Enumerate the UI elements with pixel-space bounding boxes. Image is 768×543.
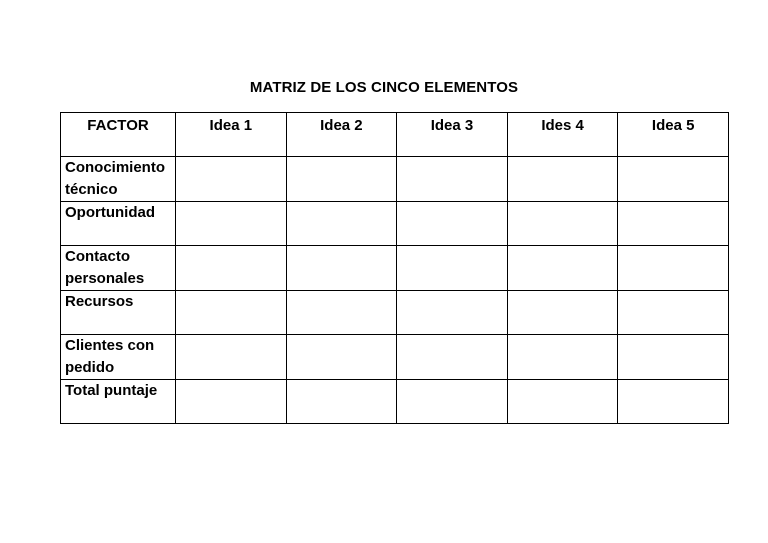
score-cell[interactable] [618, 246, 729, 291]
factor-cell: Total puntaje [61, 380, 176, 424]
header-idea-1: Idea 1 [176, 113, 287, 157]
score-cell[interactable] [397, 335, 508, 380]
score-cell[interactable] [176, 246, 287, 291]
score-cell[interactable] [286, 246, 397, 291]
header-idea-2: Idea 2 [286, 113, 397, 157]
factor-cell: Contacto personales [61, 246, 176, 291]
score-cell[interactable] [286, 157, 397, 202]
score-cell[interactable] [618, 380, 729, 424]
header-factor: FACTOR [61, 113, 176, 157]
table-row [61, 335, 729, 380]
score-cell[interactable] [507, 335, 618, 380]
score-cell[interactable] [397, 380, 508, 424]
table-row [61, 246, 729, 291]
score-cell[interactable] [507, 202, 618, 246]
score-cell[interactable] [397, 202, 508, 246]
table-row [61, 202, 729, 246]
score-cell[interactable] [176, 202, 287, 246]
header-idea-3: Idea 3 [397, 113, 508, 157]
score-cell[interactable] [507, 246, 618, 291]
score-cell[interactable] [176, 380, 287, 424]
score-cell[interactable] [286, 335, 397, 380]
document-title: MATRIZ DE LOS CINCO ELEMENTOS [249, 79, 519, 96]
table-row [61, 291, 729, 335]
factor-cell: Oportunidad [61, 202, 176, 246]
score-cell[interactable] [286, 380, 397, 424]
score-cell[interactable] [507, 291, 618, 335]
table-row [61, 380, 729, 424]
table-row [61, 157, 729, 202]
factor-cell: Recursos [61, 291, 176, 335]
score-cell[interactable] [176, 291, 287, 335]
score-cell[interactable] [618, 202, 729, 246]
five-elements-matrix [60, 112, 729, 424]
score-cell[interactable] [397, 157, 508, 202]
score-cell[interactable] [397, 291, 508, 335]
factor-cell: Clientes con pedido [61, 335, 176, 380]
header-row [61, 113, 729, 157]
score-cell[interactable] [507, 380, 618, 424]
header-idea-5: Idea 5 [618, 113, 729, 157]
score-cell[interactable] [507, 157, 618, 202]
score-cell[interactable] [397, 246, 508, 291]
score-cell[interactable] [286, 291, 397, 335]
score-cell[interactable] [618, 291, 729, 335]
header-idea-4: Ides 4 [507, 113, 618, 157]
score-cell[interactable] [618, 335, 729, 380]
score-cell[interactable] [176, 157, 287, 202]
factor-cell: Conocimiento técnico [61, 157, 176, 202]
score-cell[interactable] [176, 335, 287, 380]
score-cell[interactable] [286, 202, 397, 246]
score-cell[interactable] [618, 157, 729, 202]
